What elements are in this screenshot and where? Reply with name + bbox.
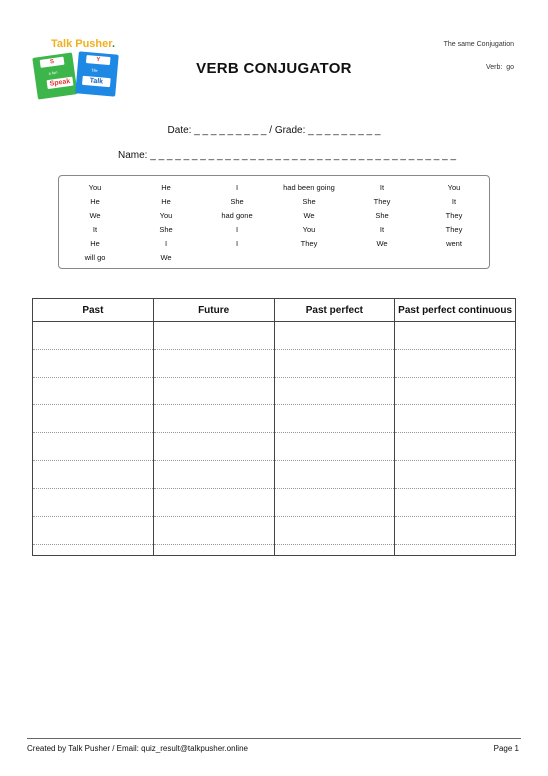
- footer-credit: Created by Talk Pusher / Email: quiz_result@talkpusher.online: [27, 744, 248, 753]
- answer-cell[interactable]: [33, 461, 154, 489]
- word-bank-item: We: [160, 253, 172, 262]
- answer-cell[interactable]: [33, 405, 154, 433]
- word-bank-item: She: [375, 211, 389, 220]
- answer-cell[interactable]: [395, 488, 516, 516]
- word-bank: [58, 175, 490, 269]
- logo-tiny-text: Tile: [91, 67, 98, 74]
- answer-cell[interactable]: [153, 405, 274, 433]
- answer-cell[interactable]: [274, 322, 395, 350]
- answer-row: [33, 405, 516, 433]
- answer-cell[interactable]: [395, 461, 516, 489]
- answer-cell[interactable]: [153, 322, 274, 350]
- answer-cell[interactable]: [153, 377, 274, 405]
- word-bank-item: I: [235, 183, 239, 192]
- word-bank-item: We: [303, 211, 315, 220]
- logo-tiny-text: a fun: [48, 69, 58, 76]
- answer-cell[interactable]: [274, 516, 395, 544]
- header-past: Past: [33, 299, 154, 322]
- answer-row-extra: [33, 544, 516, 555]
- page-number: Page 1: [493, 744, 519, 753]
- word-bank-item: will go: [84, 253, 106, 262]
- answer-row: [33, 461, 516, 489]
- word-bank-item: You: [159, 211, 173, 220]
- answer-row: [33, 322, 516, 350]
- word-bank-item: It: [379, 225, 385, 234]
- set-name: The same Conjugation: [443, 41, 514, 48]
- answer-row: [33, 488, 516, 516]
- conjugation-table: [32, 298, 516, 556]
- answer-cell[interactable]: [153, 461, 274, 489]
- logo-chip: S: [40, 57, 65, 68]
- answer-row: [33, 516, 516, 544]
- word-bank-item: They: [300, 239, 318, 248]
- answer-cell[interactable]: [153, 433, 274, 461]
- answer-cell[interactable]: [395, 322, 516, 350]
- word-bank-item: had been going: [283, 183, 335, 192]
- answer-row: [33, 433, 516, 461]
- header-past-perfect-continuous: Past perfect continuous: [395, 299, 516, 322]
- word-bank-item: They: [445, 225, 463, 234]
- footer-divider: [27, 738, 521, 739]
- word-bank-item: had gone: [221, 211, 253, 220]
- word-bank-item: We: [89, 211, 101, 220]
- word-bank-row: [59, 237, 489, 251]
- answer-row: [33, 349, 516, 377]
- logo-chip: Y: [86, 55, 111, 65]
- logo-chip: Talk: [82, 76, 111, 87]
- answer-cell[interactable]: [33, 488, 154, 516]
- page-title: VERB CONJUGATOR: [196, 60, 352, 77]
- answer-cell[interactable]: [33, 322, 154, 350]
- date-grade-field: Date: _ _ _ _ _ _ _ _ _ / Grade: _ _ _ _ _ _ _ _ _: [167, 125, 381, 136]
- answer-cell[interactable]: [33, 433, 154, 461]
- name-field: Name: _ _ _ _ _ _ _ _ _ _ _ _ _ _ _ _ _ _ _ _ _ _ _ _ _ _ _ _ _ _ _ _ _ _ _ _ _: [118, 150, 457, 161]
- word-bank-row: [59, 251, 489, 265]
- logo-chip: Speak: [47, 77, 74, 90]
- answer-cell[interactable]: [153, 488, 274, 516]
- word-bank-item: She: [302, 197, 316, 206]
- word-bank-item: I: [235, 239, 239, 248]
- word-bank-item: He: [90, 197, 100, 206]
- word-bank-item: They: [373, 197, 391, 206]
- word-bank-item: She: [230, 197, 244, 206]
- verb-value: go: [506, 64, 514, 71]
- answer-cell[interactable]: [395, 349, 516, 377]
- word-bank-item: He: [90, 239, 100, 248]
- answer-cell[interactable]: [395, 377, 516, 405]
- header-future: Future: [153, 299, 274, 322]
- word-bank-row: [59, 223, 489, 237]
- word-bank-item: went: [446, 239, 462, 248]
- answer-cell[interactable]: [274, 349, 395, 377]
- word-bank-item: I: [235, 225, 239, 234]
- word-bank-item: He: [161, 183, 171, 192]
- answer-cell[interactable]: [274, 488, 395, 516]
- answer-cell[interactable]: [153, 349, 274, 377]
- answer-cell[interactable]: [274, 377, 395, 405]
- word-bank-item: You: [447, 183, 461, 192]
- answer-cell[interactable]: [395, 544, 516, 555]
- word-bank-item: He: [161, 197, 171, 206]
- answer-cell[interactable]: [153, 544, 274, 555]
- word-bank-item: I: [164, 239, 168, 248]
- table-header-row: [33, 299, 516, 322]
- word-bank-item: It: [451, 197, 457, 206]
- answer-cell[interactable]: [274, 405, 395, 433]
- logo-wordmark: Talk Pusher.: [51, 38, 115, 50]
- header-past-perfect: Past perfect: [274, 299, 395, 322]
- word-bank-row: [59, 209, 489, 223]
- verb-label: Verb:: [485, 64, 503, 71]
- word-bank-item: You: [88, 183, 102, 192]
- answer-cell[interactable]: [395, 405, 516, 433]
- answer-cell[interactable]: [395, 433, 516, 461]
- word-bank-item: We: [376, 239, 388, 248]
- word-bank-item: It: [379, 183, 385, 192]
- word-bank-row: [59, 195, 489, 209]
- answer-cell[interactable]: [274, 461, 395, 489]
- word-bank-item: They: [445, 211, 463, 220]
- answer-cell[interactable]: [33, 377, 154, 405]
- word-bank-item: It: [92, 225, 98, 234]
- answer-cell[interactable]: [395, 516, 516, 544]
- word-bank-item: You: [302, 225, 316, 234]
- answer-cell[interactable]: [33, 544, 154, 555]
- answer-cell[interactable]: [274, 544, 395, 555]
- answer-cell[interactable]: [33, 516, 154, 544]
- answer-row: [33, 377, 516, 405]
- word-bank-item: She: [159, 225, 173, 234]
- word-bank-row: [59, 181, 489, 195]
- answer-cell[interactable]: [33, 349, 154, 377]
- answer-cell[interactable]: [153, 516, 274, 544]
- answer-cell[interactable]: [274, 433, 395, 461]
